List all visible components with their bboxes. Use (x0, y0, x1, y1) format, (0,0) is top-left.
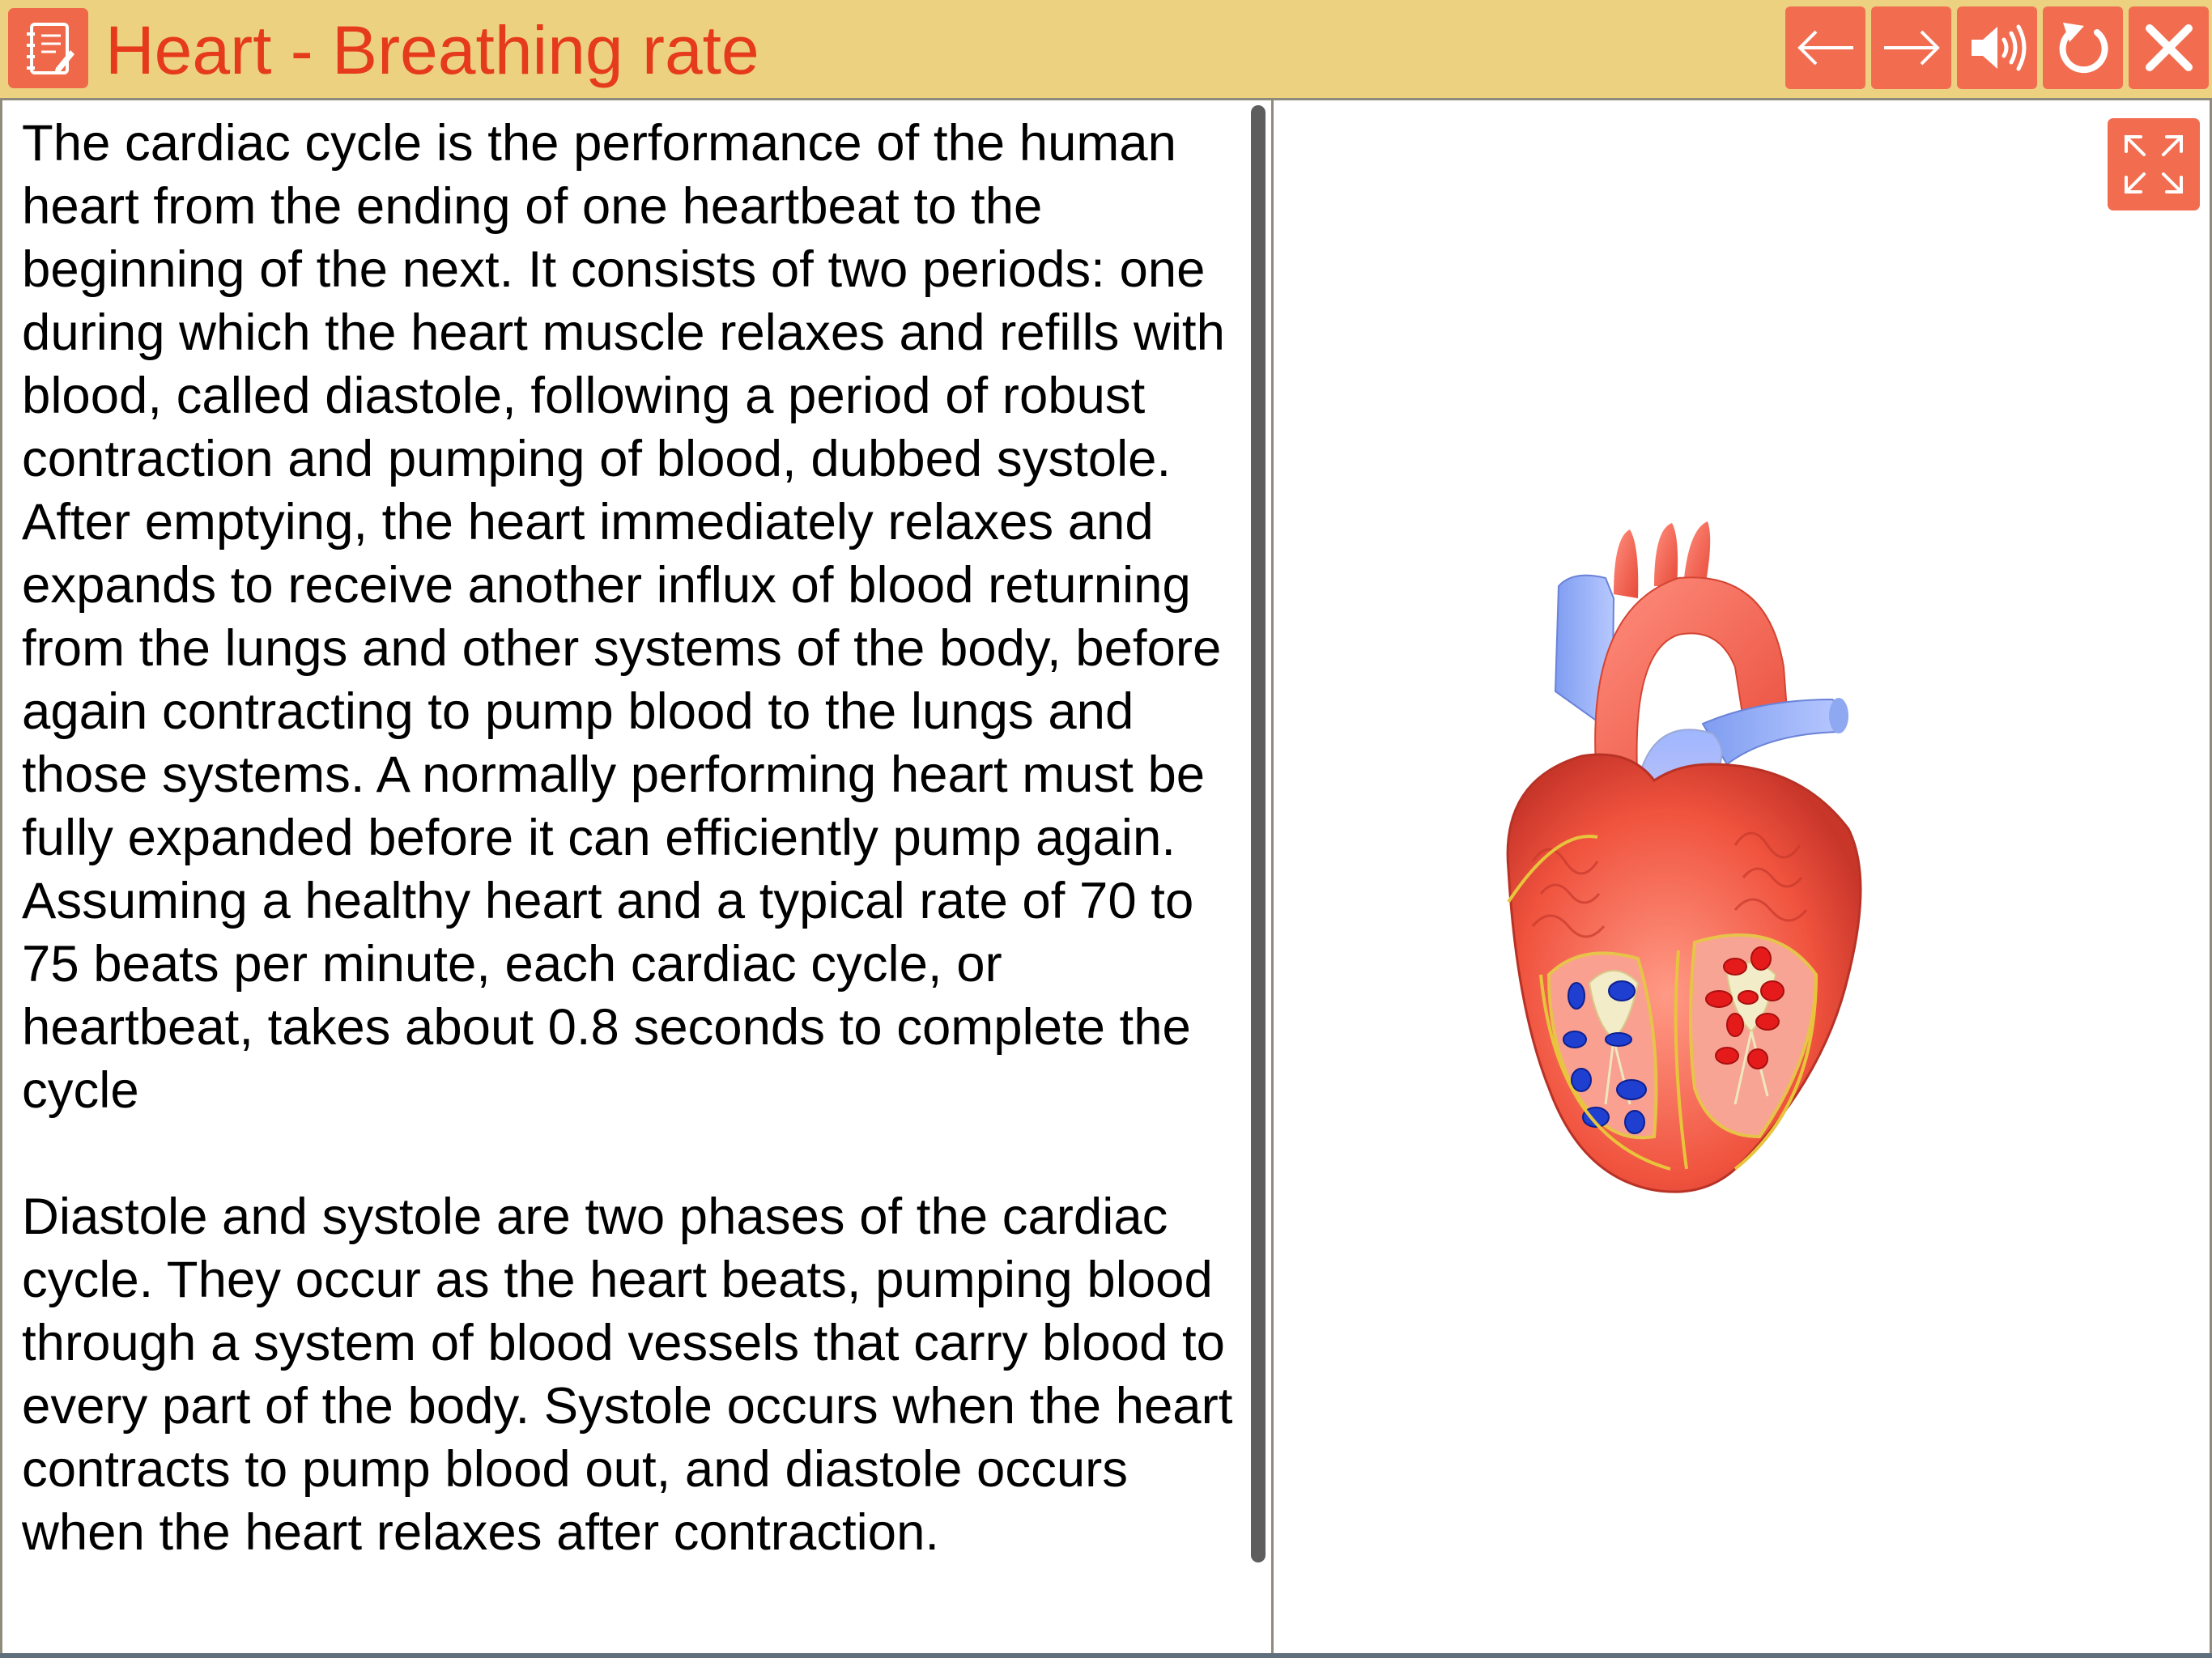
refresh-icon (2055, 19, 2112, 76)
title-bar (0, 0, 2212, 100)
close-icon (2143, 22, 2195, 74)
image-panel (1274, 100, 2212, 1658)
close-button[interactable] (2129, 6, 2209, 89)
audio-button[interactable] (1957, 6, 2037, 89)
checklist-notebook-icon (8, 8, 88, 88)
arrow-left-icon (1793, 28, 1858, 68)
fullscreen-button[interactable] (2108, 118, 2200, 210)
paragraph-diastole-systole: Diastole and systole are two phases of the cardiac cycle. They occur as the heart beats, pumping blood through a system of blood vessels that carry blood to every part of the body. Systole occurs when the heart contracts to pump blood out, and diastole occurs when the heart relaxes after contraction. (22, 1188, 1233, 1561)
paragraph-cardiac-cycle: The cardiac cycle is the performance of the human heart from the ending of one heartbeat to the beginning of the next. It consists of two periods: one during which the heart muscle relaxes and refills with blood, called diastole, following a period of robust contraction and pumping of blood, dubbed systole. After emptying, the heart immediately relaxes and expands to receive another influx of blood returning from the lungs and other systems of the body, before again contracting to pump blood to the lungs and those systems. A normally performing heart must be fully expanded before it can efficiently pump again. Assuming a healthy heart and a typical rate of 70 to 75 beats per minute, each cardiac cycle, or heartbeat, takes about 0.8 seconds to complete the cycle (22, 115, 1225, 1119)
page-title: Heart - Breathing rate (105, 12, 759, 88)
fullscreen-expand-icon (2115, 125, 2193, 203)
arrow-right-icon (1879, 28, 1944, 68)
speaker-icon (1967, 22, 2028, 74)
heart-cross-section-illustration (1492, 521, 1881, 1201)
text-panel[interactable] (0, 100, 1271, 1658)
scrollbar-thumb[interactable] (1251, 105, 1266, 1562)
reload-button[interactable] (2043, 6, 2123, 89)
lesson-text (22, 112, 1244, 1627)
toolbar (1785, 6, 2209, 89)
back-button[interactable] (1785, 6, 1865, 89)
bottom-border (0, 1653, 2212, 1658)
forward-button[interactable] (1871, 6, 1951, 89)
